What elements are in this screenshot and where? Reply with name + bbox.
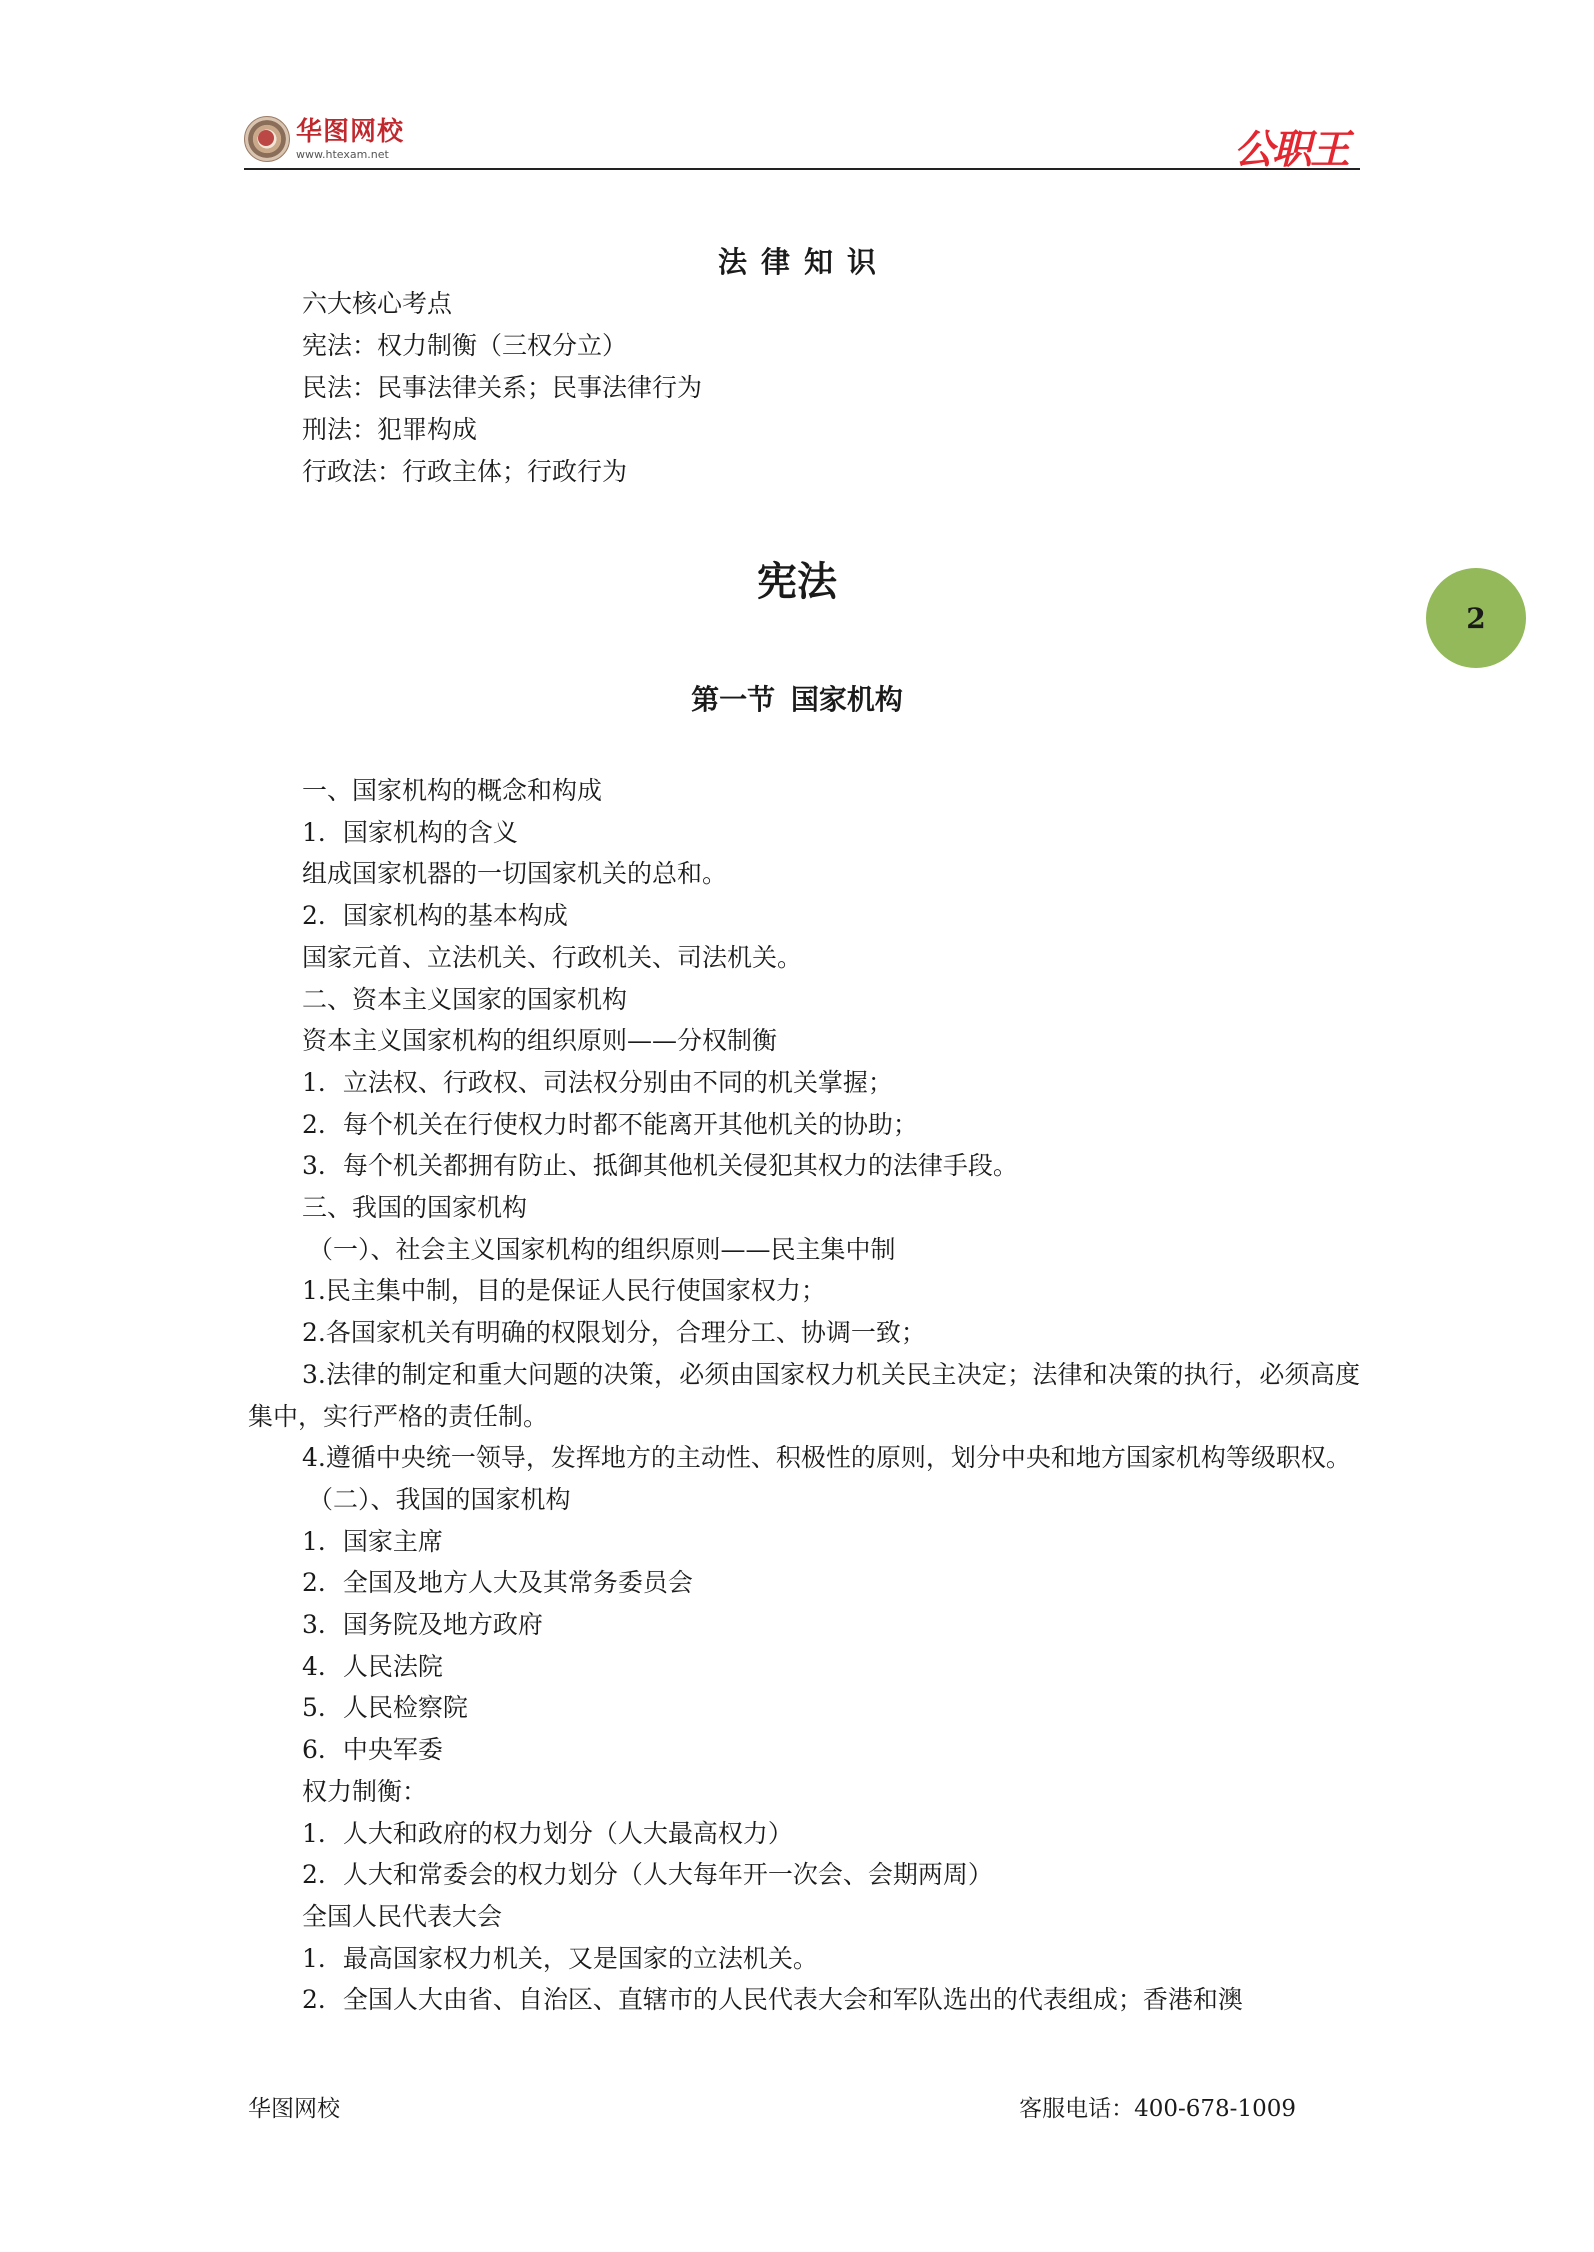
- logo-url: www.htexam.net: [296, 147, 389, 161]
- list-item: 2．全国人大由省、自治区、直辖市的人民代表大会和军队选出的代表组成；香港和澳: [302, 1985, 1243, 2015]
- gongzhiwang-logo: 公职王: [1234, 127, 1348, 173]
- list-item: 2．全国及地方人大及其常务委员会: [302, 1568, 693, 1598]
- core-points-list: [302, 283, 702, 493]
- core-point-item: 民法：民事法律关系；民事法律行为: [302, 373, 703, 402]
- list-item: 5．人民检察院: [302, 1693, 468, 1723]
- footer-brand: 华图网校: [248, 2096, 340, 2122]
- list-item: 1．人大和政府的权力划分（人大最高权力）: [302, 1818, 793, 1848]
- heading-level-2: （二）、我国的国家机构: [308, 1484, 571, 1514]
- core-point-item: 宪法：权力制衡（三权分立）: [302, 331, 628, 360]
- section-title: 宪法: [757, 559, 837, 605]
- list-item: 3．每个机关都拥有防止、抵御其他机关侵犯其权力的法律手段。: [302, 1151, 1018, 1181]
- list-item: 1．立法权、行政权、司法权分别由不同的机关掌握；: [302, 1067, 893, 1097]
- heading-level-1: 二、资本主义国家的国家机构: [302, 984, 628, 1014]
- heading-level-2: 1．国家机构的含义: [302, 817, 518, 847]
- page-number-badge: 2: [1426, 568, 1526, 668]
- page-header: [244, 108, 1360, 173]
- body-paragraph: 组成国家机器的一切国家机关的总和。: [302, 859, 728, 889]
- body-paragraph: 权力制衡：: [302, 1776, 428, 1806]
- body-paragraph: 国家元首、立法机关、行政机关、司法机关。: [302, 942, 803, 972]
- htexam-logo: [244, 116, 404, 162]
- core-point-item: 行政法：行政主体；行政行为: [302, 457, 628, 486]
- heading-level-1: 一、国家机构的概念和构成: [302, 776, 603, 805]
- list-item: 1．国家主席: [302, 1526, 443, 1556]
- seal-icon: [244, 116, 290, 162]
- subsection-title: 第一节 国家机构: [691, 683, 903, 716]
- footer-hotline: 客服电话：400-678-1009: [1019, 2096, 1296, 2122]
- list-item: 1.民主集中制，目的是保证人民行使国家权力；: [302, 1276, 826, 1306]
- logo-text: [296, 116, 405, 161]
- list-item: 3．国务院及地方政府: [302, 1610, 543, 1640]
- list-item: 1．最高国家权力机关，又是国家的立法机关。: [302, 1943, 818, 1973]
- list-item: 3.法律的制定和重大问题的决策，必须由国家权力机关民主决定；法律和决策的执行，必须高度集中，实行严格的责任制。: [248, 1359, 1360, 1431]
- core-point-item: 刑法：犯罪构成: [302, 415, 478, 444]
- heading-level-2: 2．国家机构的基本构成: [302, 901, 568, 931]
- list-item: 4．人民法院: [302, 1651, 443, 1681]
- body-paragraph: 资本主义国家机构的组织原则——分权制衡: [302, 1026, 778, 1056]
- heading-level-2: （一）、社会主义国家机构的组织原则——民主集中制: [308, 1234, 896, 1264]
- list-item: 4.遵循中央统一领导，发挥地方的主动性、积极性的原则，划分中央和地方国家机构等级职权。: [302, 1443, 1351, 1473]
- header-divider: [244, 168, 1360, 170]
- logo-name: 华图网校: [296, 116, 405, 147]
- list-item: 2.各国家机关有明确的权限划分，合理分工、协调一致；: [302, 1318, 926, 1348]
- core-points-heading: 六大核心考点: [302, 289, 453, 318]
- list-item: 2．每个机关在行使权力时都不能离开其他机关的协助；: [302, 1109, 918, 1139]
- body-paragraph: 全国人民代表大会: [302, 1901, 503, 1931]
- body-text: [248, 770, 1360, 2021]
- list-item: 6．中央军委: [302, 1735, 443, 1765]
- heading-level-1: 三、我国的国家机构: [302, 1193, 528, 1223]
- document-title: 法律知识: [717, 245, 890, 279]
- list-item: 2．人大和常委会的权力划分（人大每年开一次会、会期两周）: [302, 1860, 993, 1890]
